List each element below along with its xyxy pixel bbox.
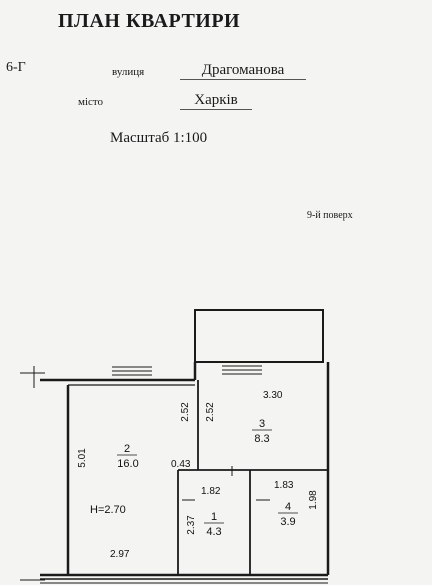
reference-code: 6-Г	[6, 60, 26, 75]
dim-1-98: 1.98	[308, 490, 319, 510]
dim-2-97: 2.97	[110, 549, 130, 560]
room-1-area: 4.3	[206, 526, 222, 538]
dim-2-52-right: 2.52	[205, 402, 216, 422]
room-2-area: 16.0	[117, 458, 139, 470]
dim-2-37: 2.37	[186, 515, 197, 535]
room-3-area: 8.3	[254, 433, 270, 445]
city-label: місто	[78, 96, 104, 108]
room-2-number: 2	[123, 443, 131, 455]
walls	[40, 310, 328, 575]
floor-label: 9-й поверх	[307, 210, 353, 221]
tick-marks	[20, 366, 270, 580]
dim-1-82: 1.82	[201, 486, 221, 497]
dim-5-01: 5.01	[77, 448, 88, 468]
scale-label: Масштаб 1:100	[110, 130, 208, 146]
dim-1-83: 1.83	[274, 480, 294, 491]
plan-title: ПЛАН КВАРТИРИ	[58, 10, 241, 32]
dim-2-52-left: 2.52	[180, 402, 191, 422]
windows	[40, 366, 328, 583]
balcony-outline	[195, 310, 323, 362]
room-1-number: 1	[210, 511, 218, 523]
city-value: Харків	[180, 92, 252, 110]
room-4-area: 3.9	[280, 516, 296, 528]
room-4-number: 4	[284, 501, 292, 513]
ceiling-height: H=2.70	[90, 504, 126, 516]
street-label: вулиця	[112, 66, 145, 78]
street-value: Драгоманова	[180, 62, 306, 80]
room-labels	[117, 418, 298, 538]
dim-0-43: 0.43	[171, 459, 191, 470]
room-3-number: 3	[258, 418, 266, 430]
dim-3-30: 3.30	[263, 390, 283, 401]
